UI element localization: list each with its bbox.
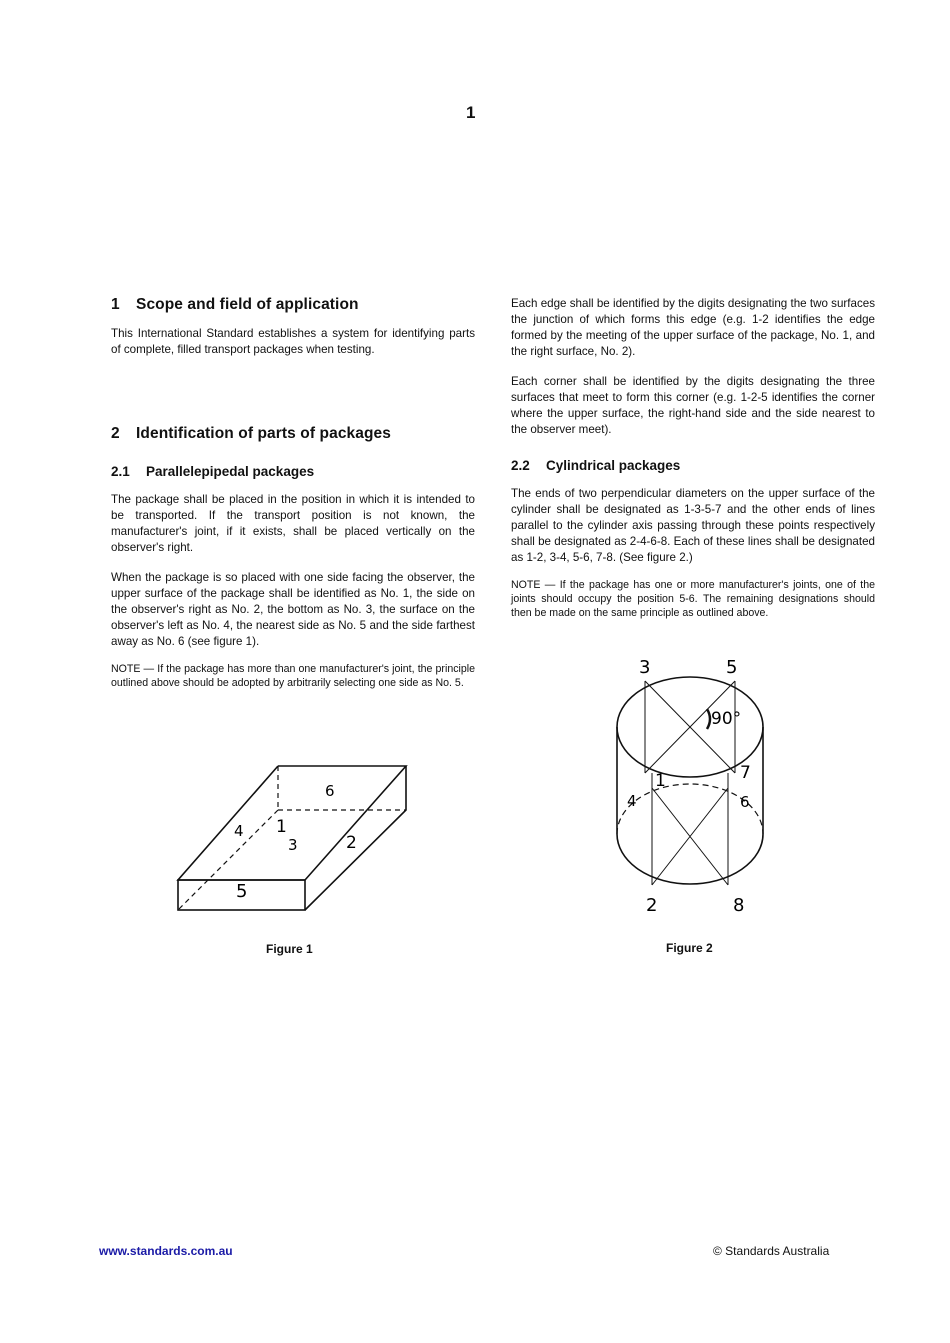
section-title: Scope and field of application [136,296,359,313]
page-number: 1 [466,103,476,122]
label-7: 7 [740,763,751,783]
right-angle-marker [707,709,710,729]
section-number: 1 [111,296,120,313]
label-6: 6 [740,793,750,811]
figure-1-box-diagram [170,758,420,918]
section-2-heading [111,425,475,443]
subsection-2-1-paragraph-2: When the package is so placed with one side facing the observer, the upper surface of the package shall be identified as No. 1, the side on the observer's right as No. 2, the bottom as No. 3, the surface on the observer's left as No. 4, the nearest side as No. 5 and the side farthest away as No. 6 (see figure 1). [111,571,475,648]
left-column [111,296,475,690]
figure-2-cylinder-diagram [605,652,775,922]
subsection-2-2-note: NOTE — If the package has one or more manufacturer's joints, one of the joints should occupy the position 5-6. The remaining designations should then be made on the same principle as outlined above. [511,579,875,619]
subsection-2-1-note: NOTE — If the package has more than one manufacturer's joint, the principle outlined above should be adopted by arbitrarily selecting one side as No. 5. [111,663,475,689]
subsection-title: Cylindrical packages [546,458,681,473]
label-2: 2 [346,833,357,853]
subsection-2-2-heading [511,458,875,473]
subsection-number: 2.1 [111,464,130,479]
label-2: 2 [646,895,658,916]
subsection-title: Parallelepipedal packages [146,464,315,479]
label-1: 1 [655,771,666,791]
label-3: 3 [639,657,651,678]
subsection-2-1-heading [111,464,475,479]
label-5: 5 [236,881,248,902]
subsection-2-2-paragraph: The ends of two perpendicular diameters on the upper surface of the cylinder shall be designated as 1-3-5-7 and the other ends of lines parallel to the cylinder axis passing through these points respectively shall be designated as 2-4-6-8. Each of these lines shall be designated as 1-2, 3-4, 5-6, 7-8. (See figure 2.) [511,487,875,564]
subsection-number: 2.2 [511,458,530,473]
label-1: 1 [276,817,287,837]
label-8: 8 [733,895,745,916]
figure-2-caption: Figure 2 [666,941,713,955]
section-title: Identification of parts of packages [136,425,391,442]
cylinder-bottom-front-arc [617,834,763,884]
label-4: 4 [627,792,637,810]
figure-1-caption: Figure 1 [266,942,313,956]
label-3: 3 [288,836,298,854]
label-5: 5 [726,657,738,678]
label-6: 6 [325,782,335,800]
corner-paragraph: Each corner shall be identified by the digits designating the three surfaces that meet to form this corner (e.g. 1-2-5 identifies the corner where the upper surface, the right-hand side and the side nearest to the observer meet). [511,375,875,436]
subsection-2-1-paragraph-1: The package shall be placed in the position in which it is intended to be transported. If the transport position is not known, the manufacturer's joint, if it exists, shall be placed vertically on the observer's right. [111,493,475,554]
label-angle: 90° [711,709,742,729]
right-column [511,296,875,620]
footer-copyright: © Standards Australia [713,1244,830,1258]
box-top-face [178,766,406,880]
label-4: 4 [234,822,244,840]
edge-paragraph: Each edge shall be identified by the digits designating the two surfaces the junction of which forms this edge (e.g. 1-2 identifies the edge formed by the meeting of the upper surface of the package, No. 1, and the right surface, No. 2). [511,297,875,358]
section-1-paragraph: This International Standard establishes a system for identifying parts of complete, filled transport packages when testing. [111,327,475,356]
section-number: 2 [111,425,120,442]
footer-website-link[interactable]: www.standards.com.au [99,1244,233,1258]
section-1-heading [111,296,475,314]
